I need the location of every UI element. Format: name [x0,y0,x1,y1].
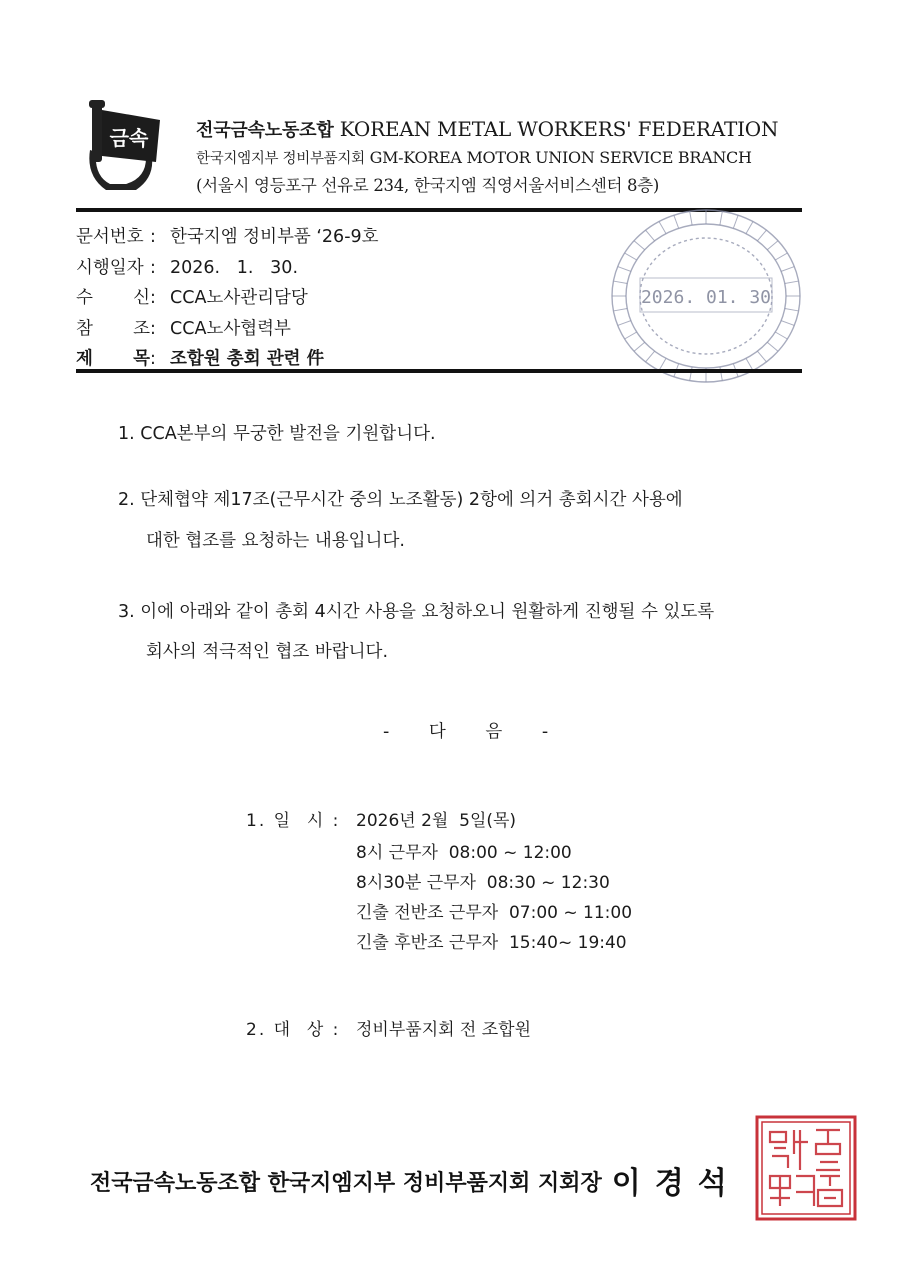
document-meta [76,222,379,375]
stamp-dial-tick [785,309,799,311]
stamp-dial-tick [646,351,655,362]
logo-text: 금속 [109,126,149,150]
target-value: 정비부품지회 전 조합원 [356,1020,532,1040]
meta-label [76,314,150,344]
stamp-dial-tick [757,351,766,362]
meta-label-a: 수 [76,288,93,308]
meta-recipient [76,283,379,314]
schedule-line: 긴출 후반조 근무자 15:40~ 19:40 [356,933,627,953]
meta-colon: : [150,227,156,247]
stamp-dial-tick [767,342,778,351]
schedule-line: 8시 근무자 08:00 ~ 12:00 [356,843,572,863]
meta-label-a: 제 [76,349,93,369]
meta-label-a: 참 [76,318,93,339]
stamp-dial-tick [634,241,645,250]
stamp-dial-tick [781,321,794,326]
paragraph-2-line-2: 대한 협조를 요청하는 내용입니다. [146,531,405,551]
schedule-line: 2026년 2월 5일(목) [356,811,517,831]
meta-colon: : [150,288,156,308]
meta-divider [76,369,802,373]
stamp-dial-tick [618,321,631,326]
meta-value: 한국지엠 정비부품 ‘26-9호 [170,227,379,247]
stamp-dial-tick [659,222,666,234]
stamp-dial-tick [625,332,637,339]
official-seal [754,1114,858,1222]
meta-label: 문서번호 [76,227,144,247]
meta-colon: : [150,318,156,339]
meta-reference [76,314,379,345]
stamp-dial-tick [674,215,679,228]
org-address: (서울시 영등포구 선유로 234, 한국지엠 직영서울서비스센터 8층) [196,176,660,195]
paragraph-2-line-1: 2. 단체협약 제17조(근무시간 중의 노조활동) 2항에 의거 총회시간 사용에 [118,490,683,510]
meta-label-b: 조 [133,318,150,339]
stamp-dial-tick [746,222,753,234]
schedule-line: 8시30분 근무자 08:30 ~ 12:30 [356,873,610,893]
stamp-dial-tick [646,230,655,241]
meta-date [76,253,379,284]
org-name-ko: 전국금속노동조합 [196,120,334,141]
signature-name: 이경석 [611,1166,741,1201]
stamp-dial-tick [690,211,692,225]
stamp-dial-tick [613,281,627,283]
meta-value: 2026. 1. 30. [170,257,299,278]
stamp-dial-tick [613,309,627,311]
stamp-dial-tick [785,281,799,283]
branch-en: GM-KOREA MOTOR UNION SERVICE BRANCH [369,148,752,167]
paragraph-3-line-2: 회사의 적극적인 협조 바랍니다. [146,642,389,662]
meta-label-b: 목 [133,349,150,369]
signature-title: 전국금속노동조합 한국지엠지부 정비부품지회 지회장 [90,1171,602,1196]
stamp-dial-tick [781,267,794,272]
stamp-dial-tick [767,241,778,250]
meta-colon: : [150,349,156,369]
meta-value: CCA노사협력부 [170,318,291,339]
schedule-label: 1. 일 시 : [246,811,341,831]
union-logo [76,98,166,194]
branch-ko: 한국지엠지부 정비부품지회 [196,151,365,167]
meta-value: 조합원 총회 관련 件 [170,349,325,369]
meta-label: 시행일자 [76,257,144,278]
stamp-dial-tick [775,253,787,260]
stamp-dial-tick [775,332,787,339]
meta-doc-number [76,222,379,253]
stamp-dial-tick [618,267,631,272]
org-title [196,116,778,142]
stamp-dial-tick [733,215,738,228]
paragraph-3-line-1: 3. 이에 아래와 같이 총회 4시간 사용을 요청하오니 원활하게 진행될 수 있도록 [118,602,715,622]
org-branch [196,147,752,168]
signature-line [90,1155,741,1199]
stamp-dial-tick [720,211,722,225]
stamp-dial-tick [625,253,637,260]
stamp-dial-tick [634,342,645,351]
stamp-dial-tick [757,230,766,241]
paragraph-1: 1. CCA본부의 무궁한 발전을 기원합니다. [118,424,436,444]
received-date-stamp [606,208,806,388]
schedule-line: 긴출 전반조 근무자 07:00 ~ 11:00 [356,903,633,923]
meta-colon: : [150,257,156,278]
section-heading: - 다 음 - [383,722,559,742]
meta-value: CCA노사관리담당 [170,288,308,308]
meta-label-b: 신 [133,288,150,308]
received-stamp-date: 2026. 01. 30 [640,287,772,308]
target-label: 2. 대 상 : [246,1020,341,1040]
org-name-en: KOREAN METAL WORKERS' FEDERATION [339,117,779,141]
meta-label [76,283,150,313]
